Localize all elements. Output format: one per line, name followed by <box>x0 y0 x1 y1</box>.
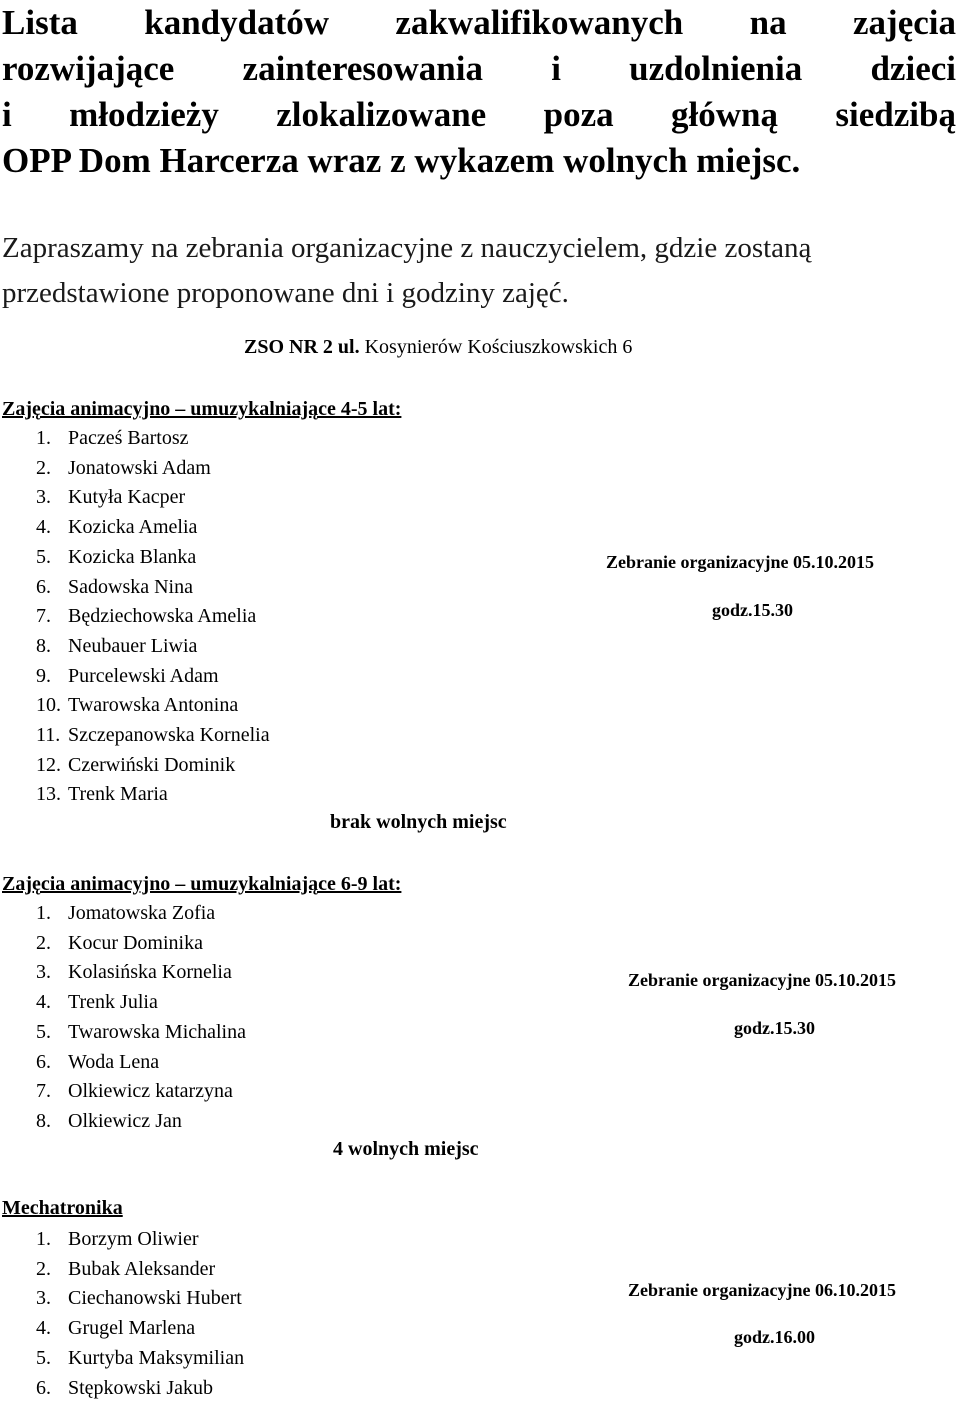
list-item: 5. Twarowska Michalina <box>36 1020 246 1043</box>
list-item: 4. Trenk Julia <box>36 991 158 1014</box>
school-street: Kosynierów Kościuszkowskich 6 <box>364 336 633 358</box>
list-item: 2. Bubak Aleksander <box>36 1257 216 1280</box>
list-item: 3. Kutyła Kacper <box>36 486 186 509</box>
candidate-list <box>36 424 270 810</box>
list-item: 11. Szczepanowska Kornelia <box>36 724 270 747</box>
title-line: OPP Dom Harcerza wraz z wykazem wolnych miejsc. <box>2 141 801 180</box>
candidate-list <box>36 1225 244 1403</box>
list-item: 6. Woda Lena <box>36 1050 160 1073</box>
list-item: 3. Ciechanowski Hubert <box>36 1287 242 1310</box>
section-heading: Zajęcia animacyjno – umuzykalniające 6-9 lat: <box>2 873 402 895</box>
school-address <box>244 336 632 359</box>
list-item: 5. Kozicka Blanka <box>36 545 197 568</box>
list-item: 1. Pacześ Bartosz <box>36 427 189 449</box>
list-item: 2. Kocur Dominika <box>36 931 203 954</box>
meeting-time: godz.15.30 <box>734 1018 815 1038</box>
list-item: 8. Olkiewicz Jan <box>36 1109 182 1132</box>
list-item: 7. Olkiewicz katarzyna <box>36 1080 233 1103</box>
meeting-time: godz.15.30 <box>712 600 793 620</box>
meeting-date: Zebranie organizacyjne 05.10.2015 <box>606 552 874 572</box>
section-heading: Mechatronika <box>2 1197 123 1219</box>
list-item: 6. Stępkowski Jakub <box>36 1376 213 1399</box>
list-item: 10. Twarowska Antonina <box>36 694 239 717</box>
document-title <box>2 0 956 184</box>
list-item: 7. Będziechowska Amelia <box>36 605 257 628</box>
candidate-list <box>36 899 246 1137</box>
list-item: 12. Czerwiński Dominik <box>36 753 236 776</box>
meeting-date: Zebranie organizacyjne 06.10.2015 <box>628 1280 896 1300</box>
list-item: 4. Kozicka Amelia <box>36 516 198 539</box>
list-item: 1. Jomatowska Zofia <box>36 902 216 924</box>
free-places: brak wolnych miejsc <box>330 811 507 833</box>
meeting-date: Zebranie organizacyjne 05.10.2015 <box>628 970 896 990</box>
meeting-time: godz.16.00 <box>734 1327 815 1347</box>
list-item: 1. Borzym Oliwier <box>36 1228 199 1250</box>
list-item: 5. Kurtyba Maksymilian <box>36 1346 245 1369</box>
intro-paragraph: Zapraszamy na zebrania organizacyjne z nauczycielem, gdzie zostaną przedstawione proponowane dni i godziny zajęć. <box>2 232 812 309</box>
free-places: 4 wolnych miejsc <box>333 1138 479 1160</box>
list-item: 13. Trenk Maria <box>36 783 168 806</box>
school-name: ZSO NR 2 ul. <box>244 336 360 358</box>
list-item: 2. Jonatowski Adam <box>36 456 211 479</box>
list-item: 6. Sadowska Nina <box>36 575 193 598</box>
title-line: Lista kandydatów zakwalifikowanych na zajęcia <box>2 3 956 42</box>
list-item: 4. Grugel Marlena <box>36 1317 196 1340</box>
section-heading: Zajęcia animacyjno – umuzykalniające 4-5 lat: <box>2 398 402 420</box>
list-item: 9. Purcelewski Adam <box>36 664 219 687</box>
title-line: rozwijające zainteresowania i uzdolnienia dzieci <box>2 49 956 88</box>
list-item: 3. Kolasińska Kornelia <box>36 961 232 984</box>
list-item: 8. Neubauer Liwia <box>36 634 198 657</box>
title-line: i młodzieży zlokalizowane poza główną siedzibą <box>2 95 956 134</box>
